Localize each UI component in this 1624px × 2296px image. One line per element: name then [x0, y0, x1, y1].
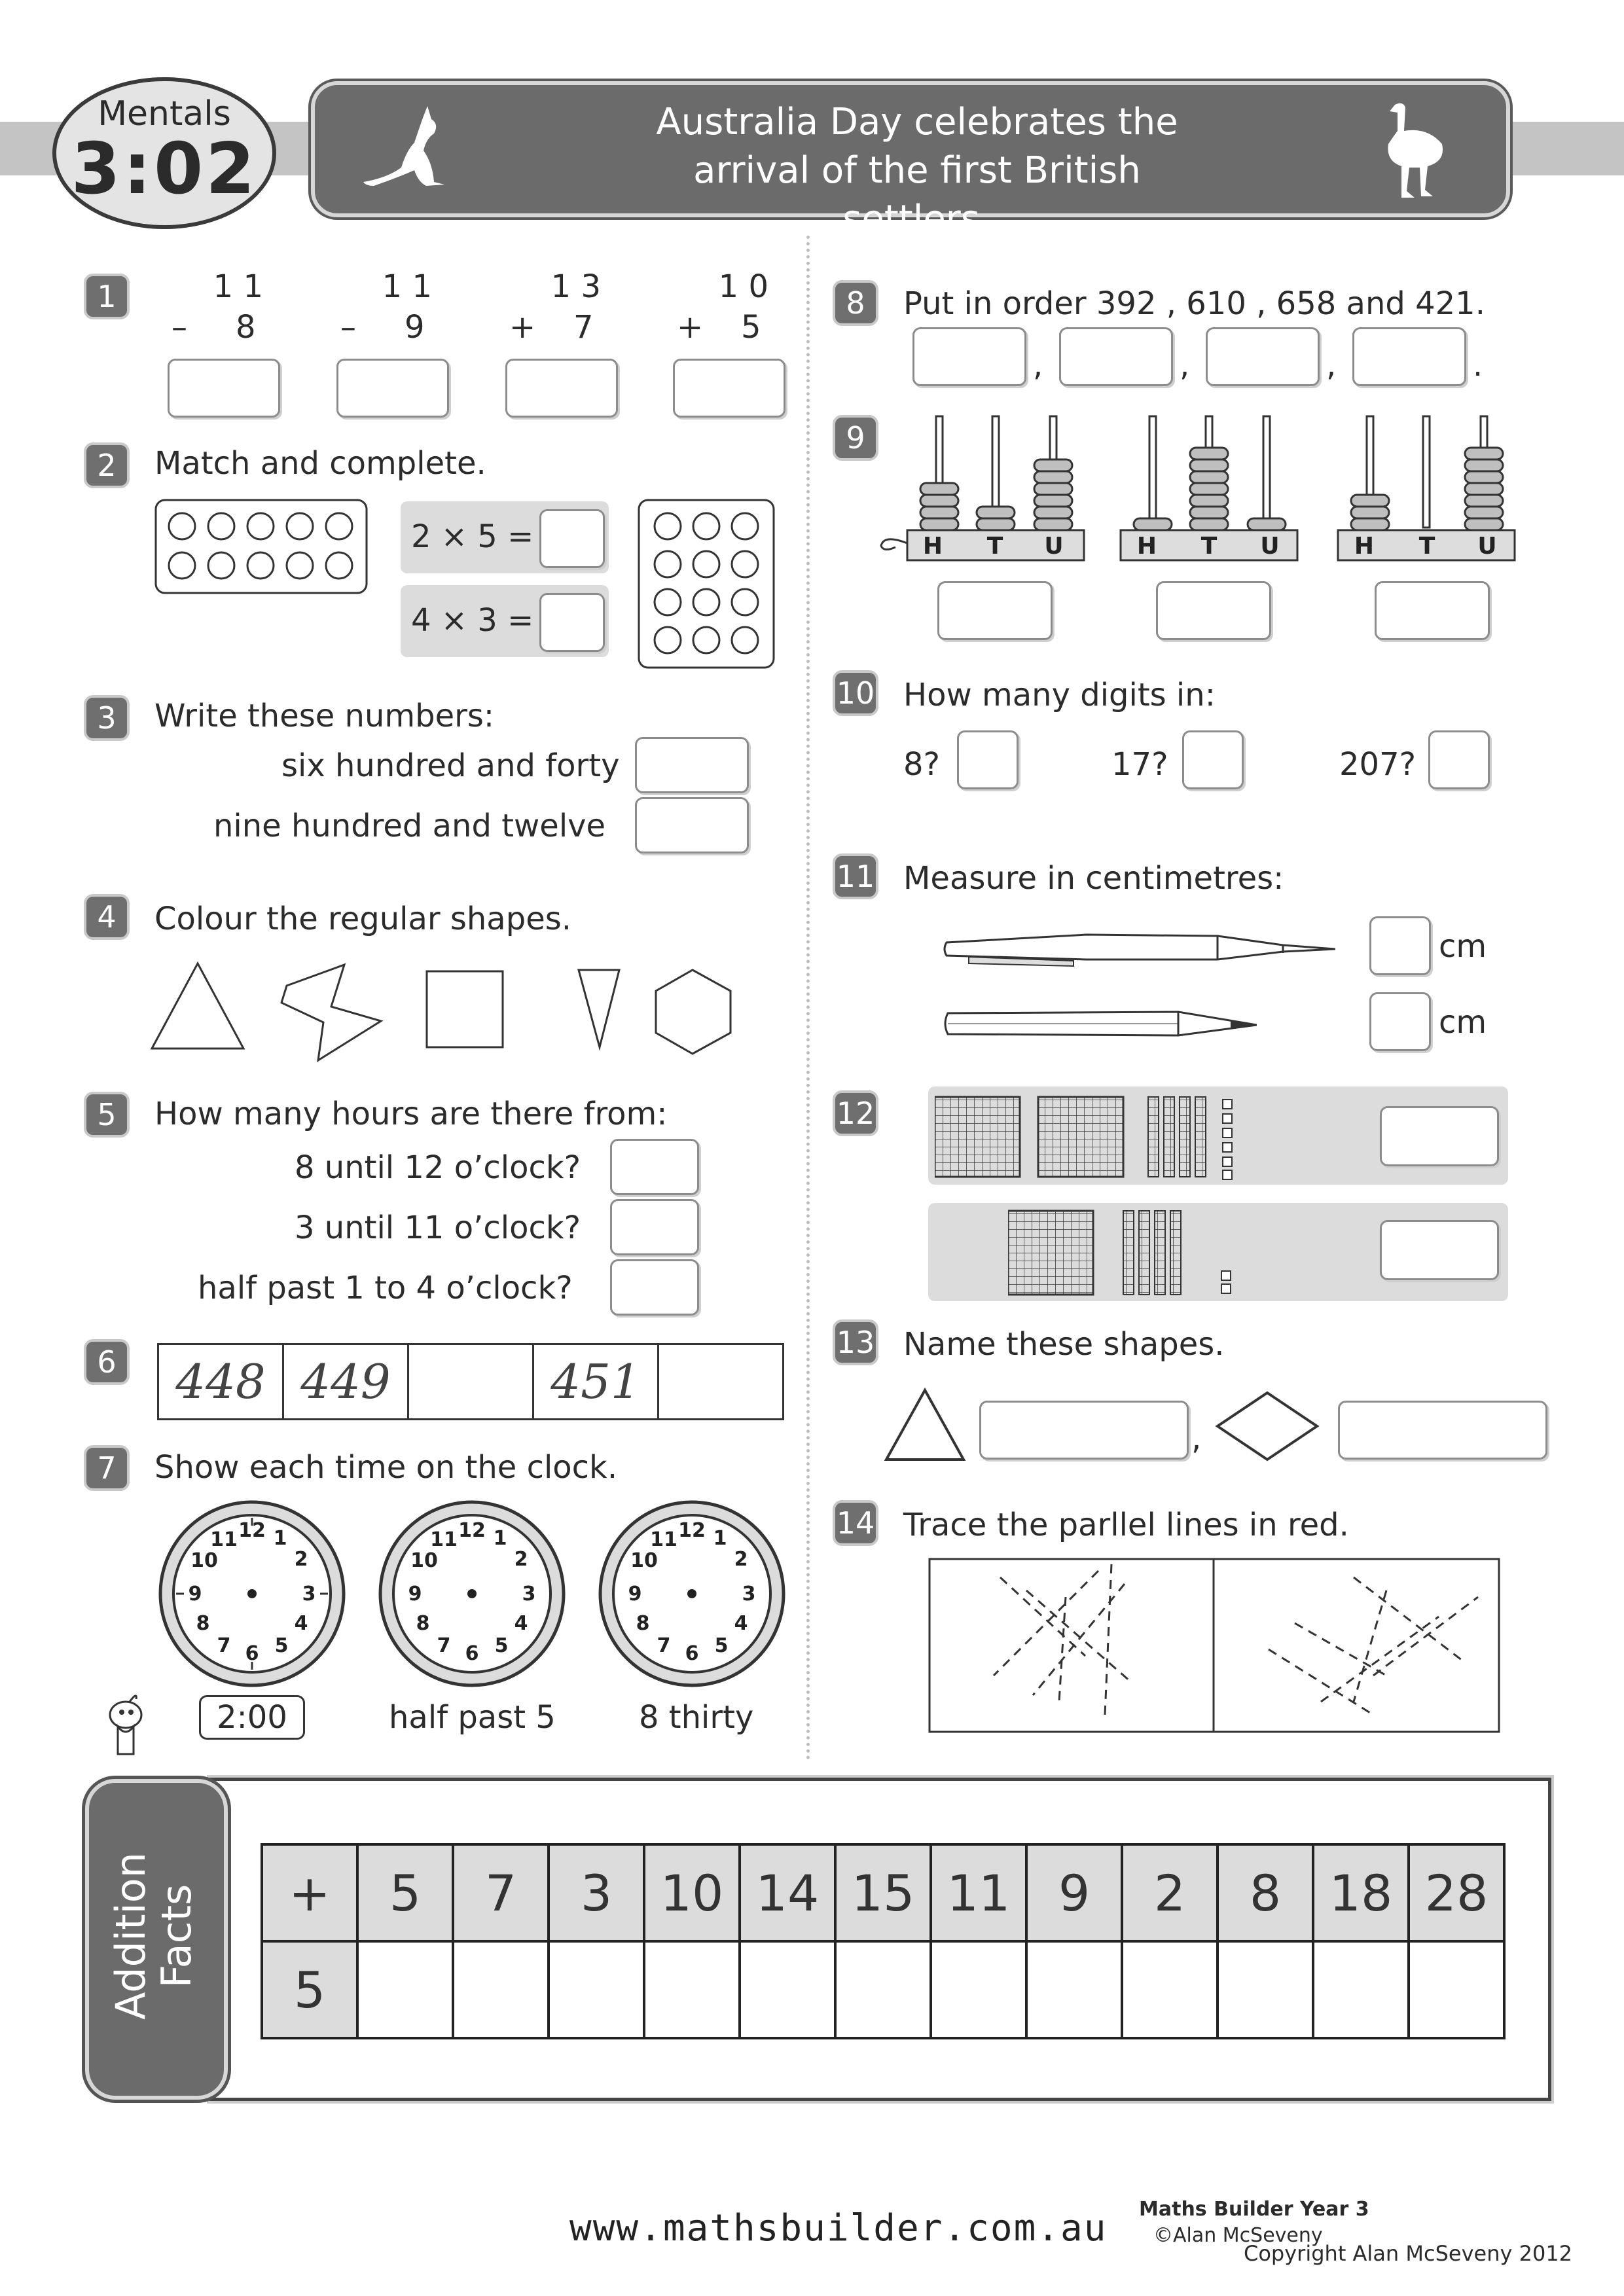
q10-item-a: 8?: [903, 746, 941, 783]
q2-twelve-circles-array[interactable]: [638, 499, 775, 669]
q7-clock-label-3: 8 thirty: [639, 1699, 754, 1736]
question-number-14: 14: [833, 1500, 878, 1546]
q1-sum-top: 1 1: [382, 268, 432, 305]
answer-cell[interactable]: [1122, 1941, 1218, 2038]
answer-cell[interactable]: [1409, 1941, 1504, 2038]
clock-numeral: 12: [458, 1519, 486, 1542]
footer-copyright: Copyright Alan McSeveny 2012: [1244, 2241, 1573, 2266]
clock-numeral: 10: [410, 1549, 438, 1572]
q7-clock-label-2: half past 5: [389, 1699, 556, 1736]
clock-numeral: 9: [408, 1583, 422, 1605]
column-divider: [806, 236, 810, 1761]
q11-unit-pen: cm: [1439, 928, 1487, 965]
q8-comma: ,: [1180, 347, 1190, 384]
q1-answer-box-3[interactable]: [505, 359, 618, 418]
clock-numeral: 5: [274, 1634, 289, 1657]
footer-book-title: Maths Builder Year 3: [1139, 2198, 1369, 2221]
question-number-2: 2: [84, 442, 130, 488]
q8-answer-box-3[interactable]: [1206, 327, 1320, 386]
square-shape[interactable]: [427, 971, 503, 1047]
sequence-cell: 451: [533, 1344, 659, 1420]
q7-clock-label-1: 2:00: [199, 1695, 305, 1740]
q1-sum-3: [501, 268, 619, 346]
clock-numeral: 8: [416, 1612, 430, 1635]
abacus-1: [881, 416, 1084, 560]
q2-equation-2: 4 × 3 =: [411, 602, 534, 639]
q12-answer-box-2[interactable]: [1380, 1220, 1499, 1280]
q10-item-c: 207?: [1339, 746, 1416, 783]
row-header: 5: [262, 1941, 357, 2038]
question-number-5: 5: [84, 1092, 130, 1138]
clock-numeral: 3: [742, 1583, 756, 1605]
column-header: 28: [1409, 1844, 1504, 1941]
column-header: 11: [931, 1844, 1026, 1941]
answer-cell[interactable]: [835, 1941, 931, 2038]
q12-base-ten-blocks-2: [1008, 1206, 1244, 1297]
clock-numeral: 6: [465, 1642, 479, 1665]
sequence-cell: 449: [283, 1344, 408, 1420]
question-number-1: 1: [84, 274, 130, 319]
clock-numeral: 5: [494, 1634, 509, 1657]
clock-numeral: 7: [437, 1634, 451, 1657]
title-banner: [311, 81, 1510, 240]
mentals-number: 3:02: [71, 128, 258, 210]
q1-sum-bottom: 8: [236, 309, 256, 346]
answer-cell[interactable]: [357, 1941, 453, 2038]
abacus-u-label: U: [1260, 533, 1280, 560]
sequence-cell: 448: [158, 1344, 283, 1420]
q5-answer-box-2[interactable]: [610, 1199, 699, 1255]
clock-numeral: 7: [217, 1634, 231, 1657]
clock-numeral: 4: [294, 1612, 308, 1635]
q10-answer-box-a[interactable]: [957, 730, 1019, 789]
question-number-7: 7: [84, 1445, 130, 1491]
clock-numeral: 6: [245, 1642, 259, 1665]
q13-comma: ,: [1191, 1420, 1202, 1457]
q12-base-ten-blocks-1: [935, 1092, 1249, 1181]
column-header: 18: [1313, 1844, 1409, 1941]
column-header: 9: [1026, 1844, 1122, 1941]
q3-item-1: six hundred and forty: [281, 747, 620, 784]
question-number-13: 13: [833, 1319, 878, 1365]
cartoon-character-icon: [98, 1689, 151, 1761]
abacus-u-label: U: [1044, 533, 1064, 560]
q4-shapes: [151, 956, 779, 1067]
q8-comma: ,: [1326, 347, 1337, 384]
q13-answer-box-2[interactable]: [1338, 1401, 1547, 1460]
question-number-10: 10: [833, 670, 878, 716]
footer-url[interactable]: www.mathsbuilder.com.au: [569, 2207, 1108, 2250]
answer-cell[interactable]: [740, 1941, 835, 2038]
clock-numeral: 8: [636, 1612, 650, 1635]
q1-sum-4: [669, 268, 787, 346]
q8-prompt: Put in order 392 , 610 , 658 and 421.: [903, 285, 1485, 322]
q8-period: .: [1473, 347, 1483, 384]
clock-numeral: 6: [685, 1642, 699, 1665]
q1-sum-bottom: 5: [741, 309, 761, 346]
q1-answer-box-2[interactable]: [336, 359, 449, 418]
clock-numeral: 11: [430, 1528, 458, 1551]
abacus-t-label: T: [1200, 533, 1218, 560]
q9-answer-box-3[interactable]: [1375, 581, 1490, 640]
clock-face-2[interactable]: [377, 1499, 567, 1689]
clock-numeral: 9: [188, 1583, 202, 1605]
q9-answer-box-1[interactable]: [937, 581, 1053, 640]
q8-answer-box-1[interactable]: [912, 327, 1026, 386]
q1-sum-bottom: 7: [573, 309, 594, 346]
q5-prompt: How many hours are there from:: [154, 1096, 668, 1132]
q9-answer-box-2[interactable]: [1156, 581, 1271, 640]
q5-item-2: 3 until 11 o’clock?: [295, 1210, 581, 1246]
clock-numeral: 2: [294, 1548, 308, 1571]
q3-answer-box-2[interactable]: [635, 797, 749, 853]
irregular-shape[interactable]: [281, 965, 381, 1060]
abacus-u-label: U: [1477, 533, 1497, 560]
q1-sum-top: 1 3: [550, 268, 601, 305]
q1-sum-top: 1 1: [213, 268, 263, 305]
q13-triangle-shape: [882, 1386, 967, 1465]
q1-answer-box-1[interactable]: [168, 359, 280, 418]
q1-sum-1: [164, 268, 281, 346]
clock-numeral: 7: [657, 1634, 671, 1657]
hexagon-shape[interactable]: [656, 970, 731, 1054]
clock-numeral: 12: [678, 1519, 706, 1542]
q11-answer-box-pencil[interactable]: [1369, 992, 1431, 1051]
q1-sum-bottom: 9: [405, 309, 425, 346]
column-header: 14: [740, 1844, 835, 1941]
clock-numeral: 3: [302, 1583, 316, 1605]
clock-numeral: 3: [522, 1583, 536, 1605]
q12-answer-box-1[interactable]: [1380, 1106, 1499, 1166]
mentals-badge: [52, 77, 276, 229]
abacus-t-label: T: [986, 533, 1003, 560]
question-number-8: 8: [833, 280, 878, 326]
q2-answer-box-2[interactable]: [539, 593, 605, 652]
pencil-icon: [943, 1004, 1257, 1043]
footer-author: ©Alan McSeveny: [1153, 2224, 1323, 2247]
question-number-4: 4: [84, 894, 130, 940]
answer-cell[interactable]: [1313, 1941, 1409, 2038]
question-number-6: 6: [84, 1339, 130, 1385]
q5-answer-box-1[interactable]: [610, 1139, 699, 1195]
column-header: 7: [453, 1844, 549, 1941]
q10-answer-box-c[interactable]: [1428, 730, 1490, 789]
banner-line-2: arrival of the first British settlers.: [693, 149, 1141, 240]
long-triangle-shape[interactable]: [579, 970, 619, 1047]
clock-numeral: 2: [734, 1548, 748, 1571]
q11-unit-pencil: cm: [1439, 1004, 1487, 1041]
clock-numeral: 1: [713, 1527, 727, 1550]
q5-item-1: 8 until 12 o’clock?: [295, 1149, 581, 1186]
clock-numeral: 1: [273, 1527, 287, 1550]
abacus-2: [1121, 416, 1297, 560]
q5-answer-box-3[interactable]: [610, 1259, 699, 1316]
question-number-3: 3: [84, 695, 130, 741]
q10-answer-box-b[interactable]: [1182, 730, 1244, 789]
q8-answer-box-4[interactable]: [1352, 327, 1466, 386]
question-number-11: 11: [833, 853, 878, 899]
q1-answer-box-4[interactable]: [673, 359, 785, 418]
addition-facts-table: [261, 1843, 1506, 2039]
clock-numeral: 8: [196, 1612, 210, 1635]
column-header: 5: [357, 1844, 453, 1941]
clock-numeral: 4: [734, 1612, 748, 1635]
q8-comma: ,: [1033, 347, 1043, 384]
clock-numeral: 10: [190, 1549, 218, 1572]
abacus-h-label: H: [922, 533, 943, 560]
column-header: 2: [1122, 1844, 1218, 1941]
clock-numeral: 1: [493, 1527, 507, 1550]
q1-sum-op: –: [171, 309, 187, 346]
abacus-t-label: T: [1418, 533, 1435, 560]
clock-numeral: 9: [628, 1583, 642, 1605]
q6-number-sequence: [157, 1343, 784, 1420]
q14-prompt: Trace the parllel lines in red.: [903, 1507, 1349, 1543]
addition-facts-label-line-2: Facts: [153, 1884, 200, 1988]
operator-cell: +: [262, 1844, 357, 1941]
clock-numeral: 12: [238, 1519, 266, 1542]
addition-facts-label: [98, 1792, 209, 2080]
answer-cell[interactable]: [1026, 1941, 1122, 2038]
q13-answer-box-1[interactable]: [979, 1401, 1189, 1460]
abacus-h-label: H: [1354, 533, 1375, 560]
q3-prompt: Write these numbers:: [154, 698, 495, 734]
q13-rhombus-shape: [1215, 1390, 1320, 1462]
question-number-9: 9: [833, 415, 878, 461]
sequence-blank-cell[interactable]: [659, 1344, 784, 1420]
q4-prompt: Colour the regular shapes.: [154, 901, 571, 937]
clock-numeral: 5: [714, 1634, 729, 1657]
column-header: 10: [644, 1844, 740, 1941]
q2-answer-box-1[interactable]: [539, 509, 605, 568]
emu-icon: [1369, 98, 1454, 203]
q1-sum-top: 1 0: [718, 268, 768, 305]
kangaroo-icon: [361, 105, 459, 196]
clock-numeral: 10: [630, 1549, 658, 1572]
mentals-label: Mentals: [98, 94, 231, 134]
q1-sum-2: [333, 268, 450, 346]
q2-prompt: Match and complete.: [154, 445, 486, 482]
q1-sum-op: –: [340, 309, 356, 346]
q3-item-2: nine hundred and twelve: [213, 808, 606, 844]
q8-answer-box-2[interactable]: [1059, 327, 1173, 386]
q10-item-b: 17?: [1111, 746, 1168, 783]
clock-numeral: 4: [514, 1612, 528, 1635]
q11-prompt: Measure in centimetres:: [903, 860, 1284, 897]
triangle-shape[interactable]: [152, 963, 244, 1049]
q5-item-3: half past 1 to 4 o’clock?: [198, 1270, 573, 1306]
q10-prompt: How many digits in:: [903, 677, 1216, 713]
q14-parallel-lines-panel[interactable]: [928, 1558, 1500, 1733]
column-header: 8: [1218, 1844, 1313, 1941]
q2-ten-circles-array[interactable]: [154, 499, 368, 594]
abacus-h-label: H: [1136, 533, 1157, 560]
pen-icon: [943, 923, 1335, 975]
answer-cell[interactable]: [644, 1941, 740, 2038]
q7-prompt: Show each time on the clock.: [154, 1449, 618, 1486]
clock-numeral: 11: [650, 1528, 677, 1551]
banner-line-1: Australia Day celebrates the: [656, 101, 1178, 143]
q9-abacus-group: [864, 412, 1532, 569]
addition-facts-label-line-1: Addition: [107, 1852, 154, 2020]
answer-cell[interactable]: [453, 1941, 549, 2038]
q13-prompt: Name these shapes.: [903, 1326, 1225, 1363]
column-header: 15: [835, 1844, 931, 1941]
clock-face-1[interactable]: [157, 1499, 347, 1689]
clock-numeral: 11: [210, 1528, 238, 1551]
answer-cell[interactable]: [1218, 1941, 1313, 2038]
answer-cell[interactable]: [931, 1941, 1026, 2038]
q1-sum-op: +: [677, 309, 704, 346]
clock-face-3[interactable]: [597, 1499, 787, 1689]
q2-equation-1: 2 × 5 =: [411, 518, 534, 555]
column-header: 3: [549, 1844, 644, 1941]
q11-answer-box-pen[interactable]: [1369, 916, 1431, 975]
question-number-12: 12: [833, 1090, 878, 1136]
q1-sum-op: +: [509, 309, 536, 346]
answer-cell[interactable]: [549, 1941, 644, 2038]
abacus-3: [1338, 416, 1515, 560]
sequence-blank-cell[interactable]: [408, 1344, 533, 1420]
q3-answer-box-1[interactable]: [635, 737, 749, 793]
clock-numeral: 2: [514, 1548, 528, 1571]
